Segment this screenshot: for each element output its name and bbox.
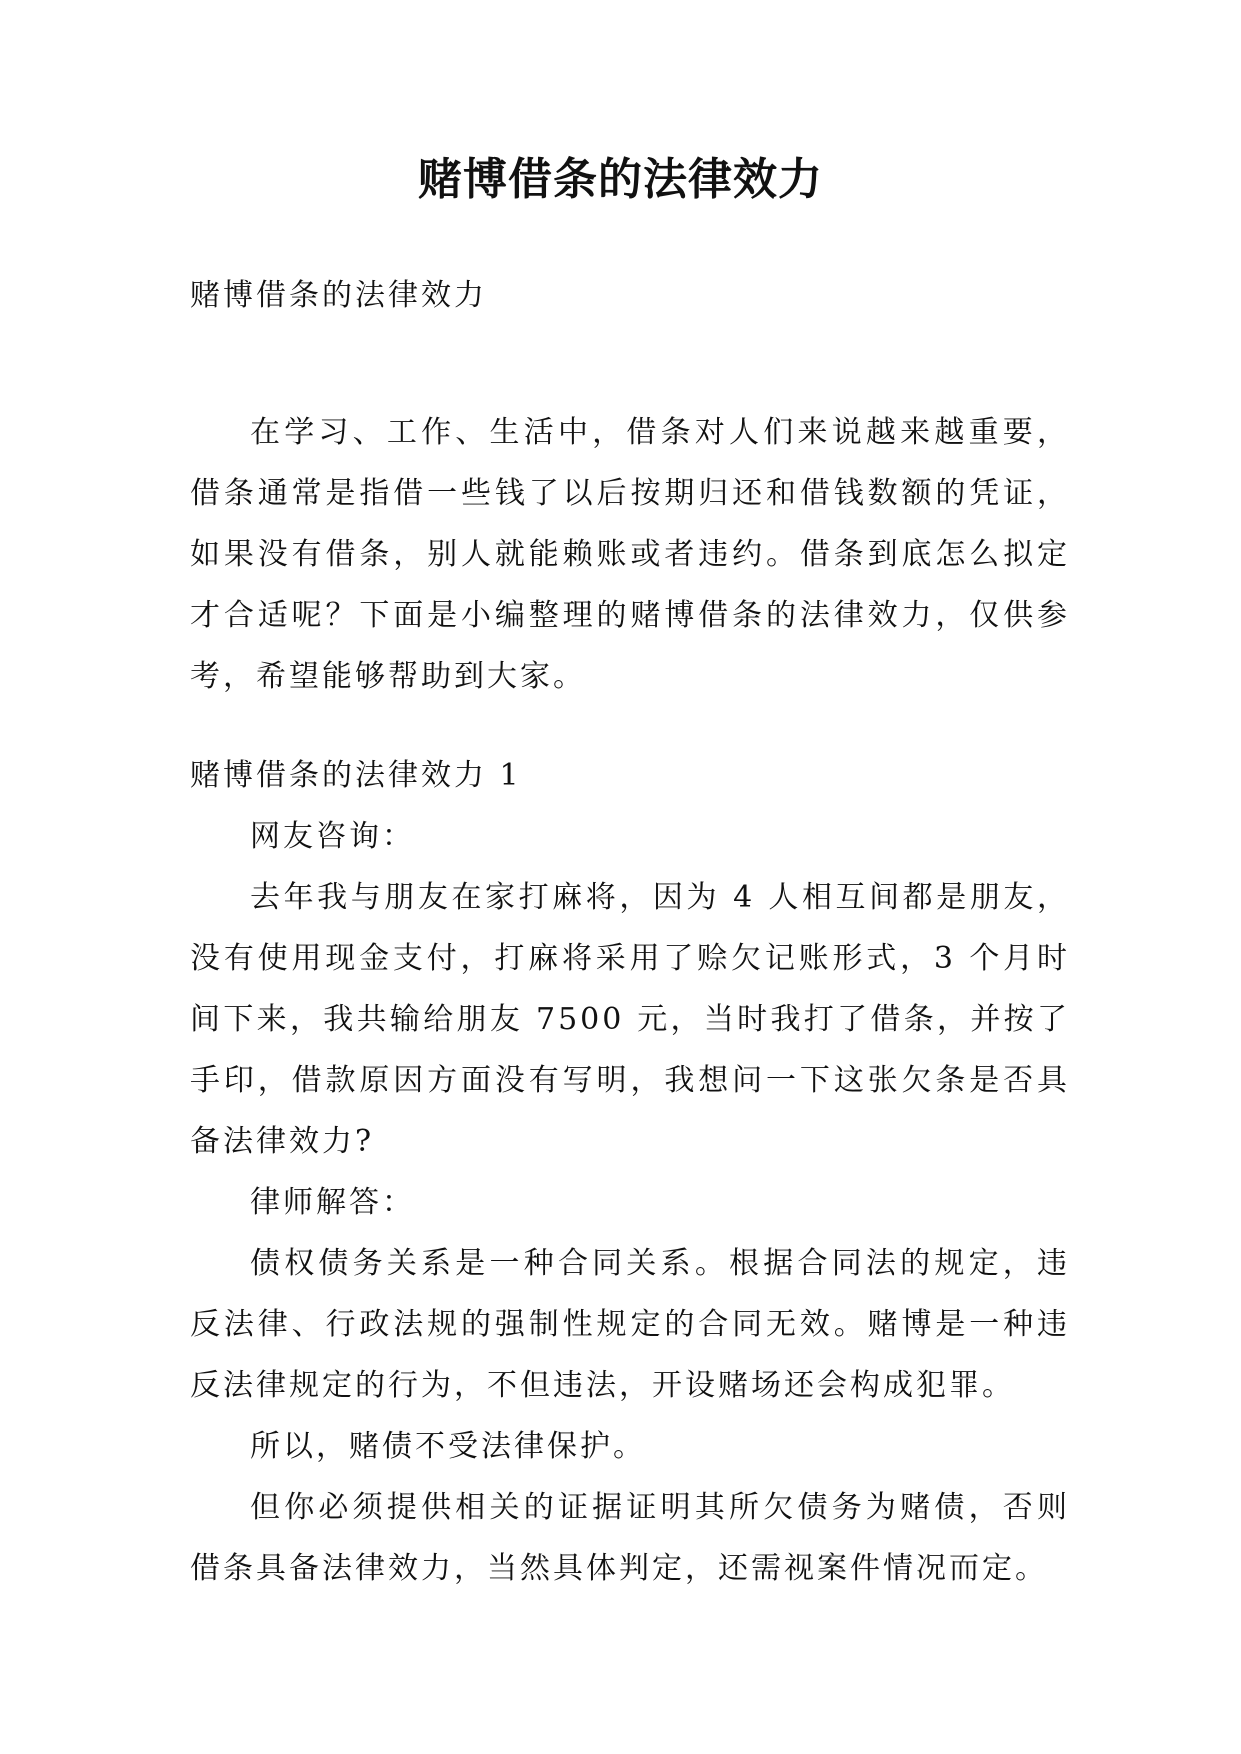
question-label: 网友咨询： (250, 819, 415, 854)
answer-label: 律师解答： (250, 1185, 415, 1220)
answer-paragraph-3: 但你必须提供相关的证据证明其所欠债务为赌债，否则借条具备法律效力，当然具体判定，还需视案件情况而定。 (190, 1490, 1070, 1586)
section-1-heading: 赌博借条的法律效力 1 (190, 758, 522, 793)
section-1 (190, 745, 1070, 1599)
intro-paragraph: 在学习、工作、生活中，借条对人们来说越来越重要，借条通常是指借一些钱了以后按期归还和借钱数额的凭证，如果没有借条，别人就能赖账或者违约。借条到底怎么拟定才合适呢？下面是小编整理的赌博借条的法律效力，仅供参考，希望能够帮助到大家。 (190, 415, 1070, 694)
document-subtitle (190, 265, 1070, 326)
question-paragraph: 去年我与朋友在家打麻将，因为 4 人相互间都是朋友，没有使用现金支付，打麻将采用了赊欠记账形式，3 个月时间下来，我共输给朋友 7500 元，当时我打了借条，并按了手印，借款原因方面没有写明，我想问一下这张欠条是否具备法律效力? (190, 880, 1070, 1159)
subtitle-text: 赌博借条的法律效力 (190, 278, 487, 313)
answer-paragraph-2: 所以，赌债不受法律保护。 (250, 1429, 646, 1464)
document-title: 赌博借条的法律效力 (418, 154, 823, 205)
answer-paragraph-1: 债权债务关系是一种合同关系。根据合同法的规定，违反法律、行政法规的强制性规定的合同无效。赌博是一种违反法律规定的行为，不但违法，开设赌场还会构成犯罪。 (190, 1246, 1070, 1403)
intro-section (190, 402, 1070, 707)
